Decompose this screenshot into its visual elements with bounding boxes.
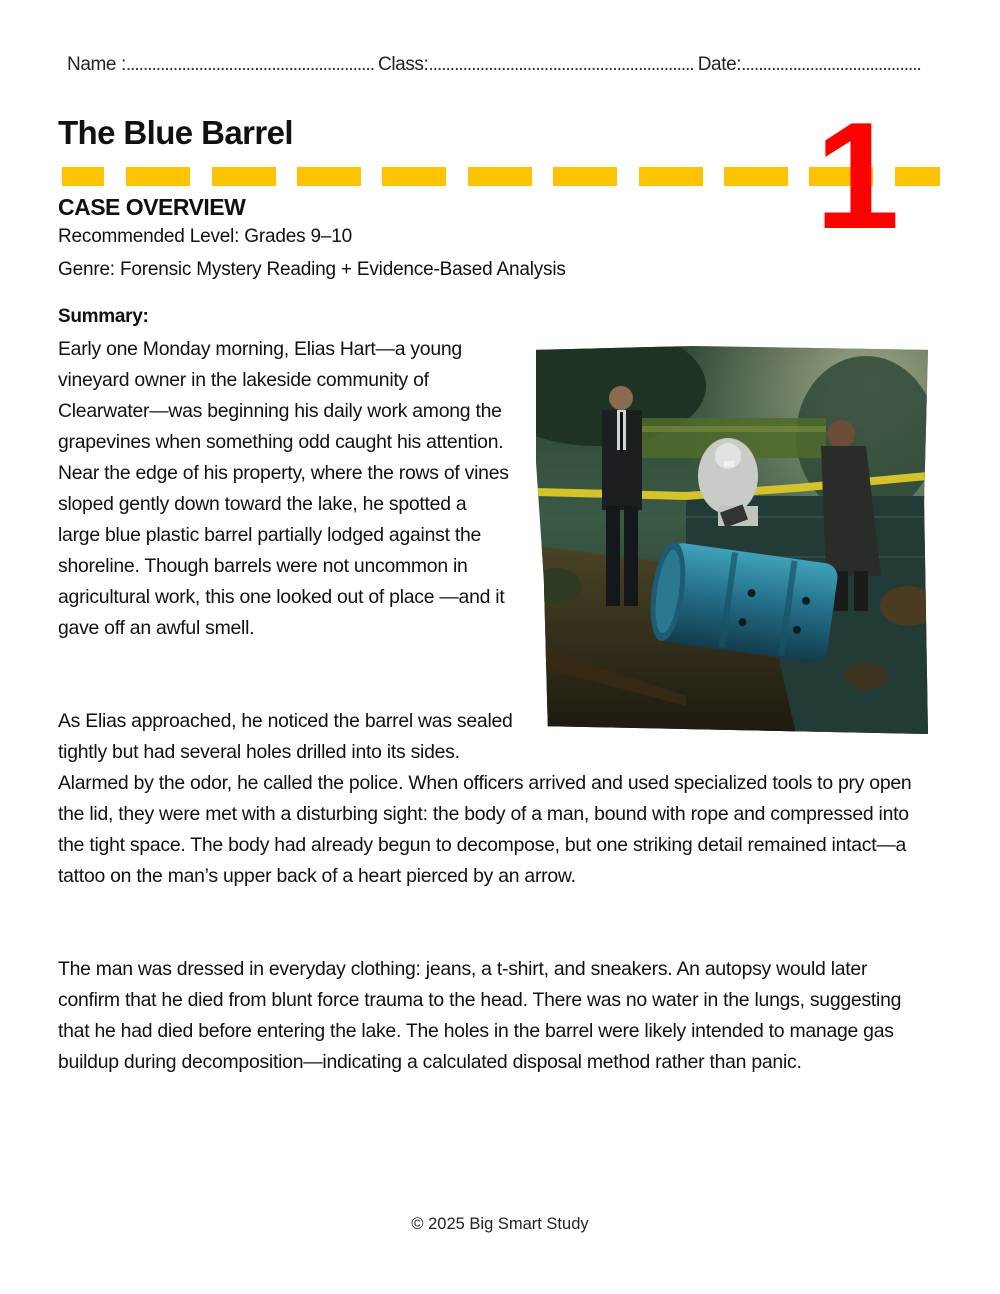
genre: Genre: Forensic Mystery Reading + Evidence-Based Analysis: [58, 259, 566, 280]
student-info-line: [67, 54, 947, 80]
divider-dash: [553, 167, 617, 186]
divider-dash: [126, 167, 190, 186]
copyright-footer: © 2025 Big Smart Study: [411, 1215, 589, 1233]
page-title: The Blue Barrel: [58, 114, 293, 151]
summary-label: Summary:: [58, 306, 149, 327]
divider-dash: [468, 167, 532, 186]
divider-dash: [212, 167, 276, 186]
summary-paragraph-1: Early one Monday morning, Elias Hart—a young vineyard owner in the lakeside community of Clearwater—was beginning his daily work among the grapevines when something odd caught his attention. Near the edge of his property, where the rows of vines sloped gently down toward the lake, he spotted a large blue plastic barrel partially lodged against the shoreline. Though barrels were not uncommon in agricultural work, this one looked out of place —and it gave off an awful smell.: [58, 338, 509, 639]
date-label: Date:: [697, 54, 742, 75]
summary-paragraph-3: The man was dressed in everyday clothing: jeans, a t-shirt, and sneakers. An autopsy would later confirm that he died from blunt force trauma to the head. There was no water in the lungs, suggesting that he had died before entering the lake. The holes in the barrel were likely intended to manage gas buildup during decomposition—indicating a calculated disposal method rather than panic.: [58, 958, 902, 1073]
divider-dash: [895, 167, 940, 186]
summary-paragraph-2: As Elias approached, he noticed the barrel was sealed tightly but had several holes drilled into its sides. Alarmed by the odor, he called the police. When officers arrived and used specialized tools to pry open the lid, they were met with a disturbing sight: the body of a man, bound with rope and compressed into the tight space. The body had already begun to decompose, but one striking detail remained intact—a tattoo on the man’s upper back of a heart pierced by an arrow.: [58, 710, 912, 887]
class-label: Class:: [378, 54, 429, 75]
divider-dash: [724, 167, 788, 186]
recommended-level: Recommended Level: Grades 9–10: [58, 226, 352, 247]
divider-dash: [297, 167, 361, 186]
crime-scene-illustration: [536, 346, 928, 734]
summary-paragraph-2-wrapper: [58, 706, 928, 892]
dashed-divider: [62, 167, 940, 186]
name-label: Name :: [67, 54, 126, 75]
divider-dash: [382, 167, 446, 186]
divider-dash: [639, 167, 703, 186]
case-number: 1: [815, 91, 900, 261]
date-field[interactable]: ..........................................: [741, 54, 921, 75]
divider-dash: [62, 167, 104, 186]
name-field[interactable]: ..........................................................: [125, 54, 375, 75]
crime-scene-image: [536, 346, 928, 734]
case-overview-heading: CASE OVERVIEW: [58, 194, 246, 220]
class-field[interactable]: ..............................................................: [428, 54, 694, 75]
